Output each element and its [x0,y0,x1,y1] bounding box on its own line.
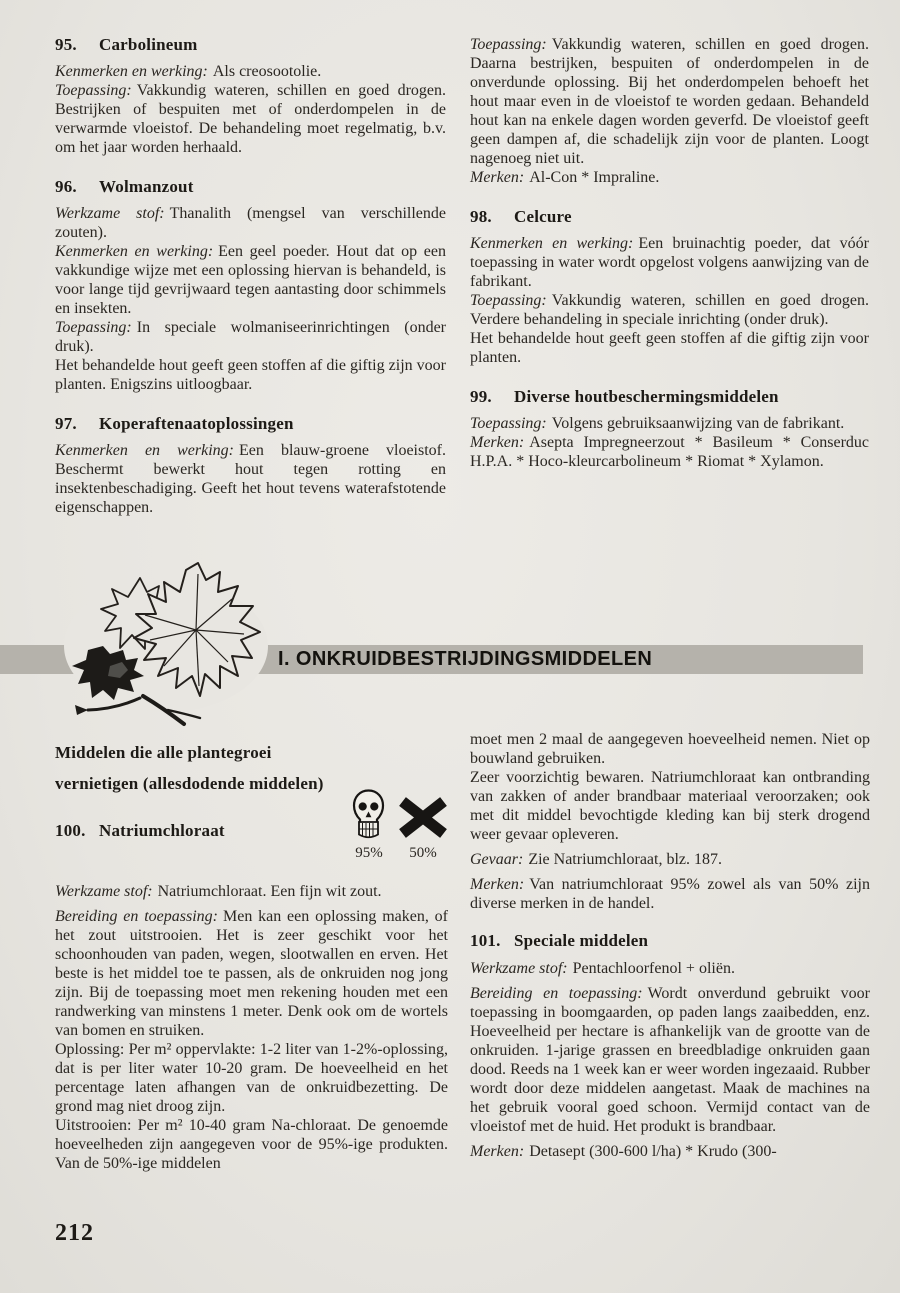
paragraph [55,907,448,1040]
section-title: Speciale middelen [514,931,649,950]
para-text: Het behandelde hout geeft geen stoffen af die giftig zijn voor planten. [470,330,869,366]
para-lead: Gevaar: [470,851,524,868]
para-text: Natriumchloraat. Een fijn wit zout. [157,883,382,900]
para-lead: Bereiding en toepassing: [55,908,218,925]
para-text: Uitstrooien: Per m² 10-40 gram Na-chloraat. De genoemde hoeveelheden zijn aangegeven voor de 95%-ige produkten. Van de 50%-ige middelen [55,1117,448,1172]
section-number: 101. [470,931,501,950]
para-text: Wordt onverdund gebruikt voor toepassing in boomgaarden, op paden langs zaaibedden, enz. Hoeveelheid per hectare is afhankelijk van de grootte van de onkruiden. 1-jarige grassen en breedbladige onkruiden gaan dood. Reeds na 1 week kan er weer worden ingezaaid. Rubber wordt door deze middelen aangetast. Maak de machines na het gebruik vooral goed schoon. Vermijd contact van de vloeistof met de huid. Het produkt is brandbaar. [470,985,871,1135]
hazard-label-50: 50% [409,845,437,861]
para-lead: Kenmerken en werking: [55,243,214,260]
para-text: Asepta Impregneerzout * Basileum * Conserduc H.P.A. * Hoco-kleurcarbolineum * Riomat * Xylamon. [470,434,869,470]
para-text: Al-Con * Impraline. [529,169,660,186]
paragraph [470,850,870,869]
para-text: moet men 2 maal de aangegeven hoeveelheid nemen. Niet op bouwland gebruiken. [470,731,870,767]
para-text: Vakkundig wateren, schillen en goed drogen. Bestrijken of bespuiten met of onderdompelen in de verwarmde vloeistof. De behandeling moet regelmatig, b.v. om het jaar worden herhaald. [55,82,446,156]
paragraph [470,414,869,433]
para-lead: Werkzame stof: [55,205,165,222]
cross-icon [401,797,445,837]
banner-title: I. ONKRUIDBESTRIJDINGSMIDDELEN [278,648,653,670]
bottom-right-column [470,730,870,1161]
para-text: Zie Natriumchloraat, blz. 187. [528,851,723,868]
page-number: 212 [55,1220,94,1246]
subsection-heading-line1: Middelen die alle plantegroei [55,743,272,762]
section-title: Wolmanzout [99,177,194,196]
section-title: Carbolineum [99,35,198,54]
section-heading-98 [470,207,869,226]
paragraph [470,433,869,471]
paragraph [55,318,446,356]
para-text: Oplossing: Per m² oppervlakte: 1-2 liter van 1-2%-oplossing, dat is per liter water 10-20 gram. De hoeveelheid en het percentage laten afhangen van de onkruidbezetting. De grond mag niet droog zijn. [55,1041,448,1115]
para-lead: Merken: [470,169,525,186]
paragraph [470,234,869,291]
section-number: 96. [55,177,77,196]
subsection-heading-line2: vernietigen (allesdodende middelen) [55,774,324,793]
paragraph [470,959,870,978]
paragraph [470,35,869,168]
paragraph [55,441,446,517]
para-lead: Kenmerken en werking: [470,235,634,252]
para-text: Een blauw-groene vloeistof. Beschermt bewerkt hout tegen rotting en insektenbeschadiging. Geeft het hout tevens waterafstotende eigenschappen. [55,442,446,516]
section-number: 95. [55,35,77,54]
top-right-column [470,35,869,471]
paragraph [470,730,870,768]
para-text: In speciale wolmaniseerinrichtingen (onder druk). [55,319,446,355]
para-text: Thanalith (mengsel van verschillende zouten). [55,205,446,241]
section-heading-99 [470,387,869,406]
section-number: 100. [55,821,86,840]
paragraph [470,1142,870,1161]
section-heading-97 [55,414,446,433]
para-lead: Merken: [470,876,525,893]
para-text: Een geel poeder. Hout dat op een vakkundige wijze met een oplossing hiervan is behandeld, is voor lange tijd gevrijwaard tegen aantasting door schimmels en insekten. [55,243,447,317]
para-text: Van natriumchloraat 95% zowel als van 50% zijn diverse merken in de handel. [470,876,870,912]
paragraph [470,329,869,367]
para-text: Men kan een oplossing maken, of het zout uitstrooien. Het is zeer geschikt voor het schoonhouden van paden, wegen, slootwallen en erven. Het beste is het middel toe te passen, als de onkruiden nog jong zijn. Bij de toepassing moet men rekening houden met een randwerking van minstens 1 meter. Denk ook om de wortels van bomen en struiken. [55,908,449,1039]
paragraph [55,242,446,318]
top-left-column [55,35,446,517]
section-number: 97. [55,414,77,433]
para-lead: Bereiding en toepassing: [470,985,643,1002]
para-text: Als creosootolie. [212,63,322,80]
para-lead: Werkzame stof: [470,960,568,977]
section-title: Koperaftenaatoplossingen [99,414,294,433]
para-text: Zeer voorzichtig bewaren. Natriumchloraat kan ontbranding van zakken of ander brandbaar materiaal veroorzaken; ook met dit middel bevochtigde kleding kan bij sterk drogend weer gevaar opleveren. [470,769,870,843]
paragraph [470,168,869,187]
weed-plant-illustration [48,558,288,728]
para-text: Vakkundig wateren, schillen en goed drogen. Verdere behandeling in speciale inrichting (onder druk). [470,292,869,328]
paragraph [55,1040,448,1116]
section-title: Diverse houtbeschermingsmiddelen [514,387,779,406]
para-text: Het behandelde hout geeft geen stoffen af die giftig zijn voor planten. Enigszins uitloogbaar. [55,357,446,393]
bottom-left-column [55,737,448,1173]
para-lead: Toepassing: [55,82,132,99]
paragraph [55,882,448,901]
paragraph [55,204,446,242]
para-lead: Toepassing: [470,292,547,309]
paragraph [55,1116,448,1173]
para-text: Vakkundig wateren, schillen en goed drogen. Daarna bestrijken, bespuiten of onderdompelen in de onverdunde oplossing. Bij het onderdompelen behoeft het hout maar even in de vloeistof te worden gedaan. Behandeld hout kan na enkele dagen worden geverfd. De vloeistof geeft geen dampen af, die schadelijk zijn voor de planten. Loogt nagenoeg niet uit. [470,36,869,167]
skull-icon [352,789,385,843]
para-lead: Merken: [470,434,525,451]
paragraph [55,62,446,81]
section-heading-95 [55,35,446,54]
paragraph [470,984,870,1136]
section-title: Celcure [514,207,572,226]
paragraph [470,875,870,913]
para-text: Volgens gebruiksaanwijzing van de fabrikant. [551,415,845,432]
para-lead: Toepassing: [470,36,547,53]
para-lead: Toepassing: [55,319,132,336]
paragraph [470,291,869,329]
para-lead: Kenmerken en werking: [55,442,234,459]
para-text: Pentachloorfenol + oliën. [572,960,735,977]
section-number: 98. [470,207,492,226]
para-text: Detasept (300-600 l/ha) * Krudo (300- [529,1143,777,1160]
paragraph [470,768,870,844]
hazard-label-95: 95% [355,845,383,861]
para-lead: Toepassing: [470,415,547,432]
para-lead: Merken: [470,1143,525,1160]
section-number: 99. [470,387,492,406]
para-text: Een bruinachtig poeder, dat vóór toepassing in water wordt opgelost volgens aanwijzing van de fabrikant. [470,235,869,290]
para-lead: Werkzame stof: [55,883,153,900]
para-lead: Kenmerken en werking: [55,63,208,80]
paragraph [55,81,446,157]
section-title: Natriumchloraat [99,821,225,840]
paragraph [55,356,446,394]
section-heading-101 [470,931,870,950]
section-heading-96 [55,177,446,196]
